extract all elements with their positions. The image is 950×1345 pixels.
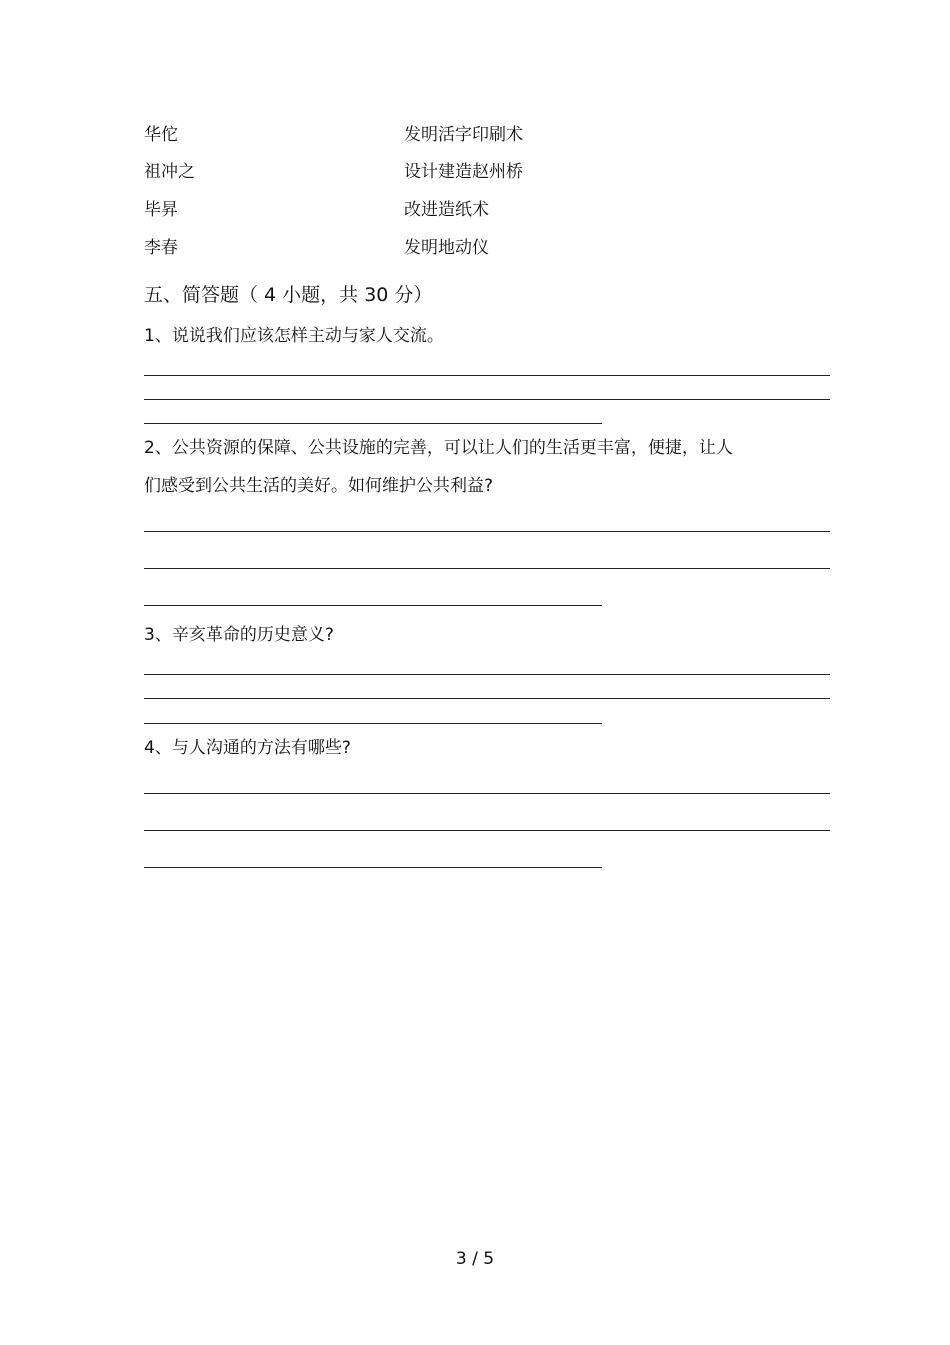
answer-line[interactable] [144,375,830,376]
matching-person: 李春 [144,238,178,258]
answer-line[interactable] [144,531,830,532]
question-text: 1、说说我们应该怎样主动与家人交流。 [144,326,444,346]
page-number: 3 / 5 [455,1249,495,1269]
answer-line[interactable] [144,793,830,794]
section-title: 五、简答题（ 4 小题，共 30 分） [144,284,433,306]
matching-person: 祖冲之 [144,162,195,182]
matching-achievement: 发明活字印刷术 [404,125,523,145]
answer-line[interactable] [144,568,830,569]
matching-person: 毕昇 [144,200,178,220]
answer-line[interactable] [144,723,602,724]
answer-line[interactable] [144,698,830,699]
question-text: 4、与人沟通的方法有哪些? [144,738,351,758]
matching-person: 华佗 [144,125,178,145]
question-text: 2、公共资源的保障、公共设施的完善，可以让人们的生活更丰富，便捷，让人 [144,438,733,458]
matching-achievement: 设计建造赵州桥 [404,162,523,182]
matching-achievement: 改进造纸术 [404,200,489,220]
answer-line[interactable] [144,830,830,831]
question-text: 3、辛亥革命的历史意义? [144,625,334,645]
answer-line[interactable] [144,423,602,424]
answer-line[interactable] [144,867,602,868]
matching-achievement: 发明地动仪 [404,238,489,258]
answer-line[interactable] [144,674,830,675]
answer-line[interactable] [144,605,602,606]
answer-line[interactable] [144,399,830,400]
question-text: 们感受到公共生活的美好。如何维护公共利益? [144,476,494,496]
